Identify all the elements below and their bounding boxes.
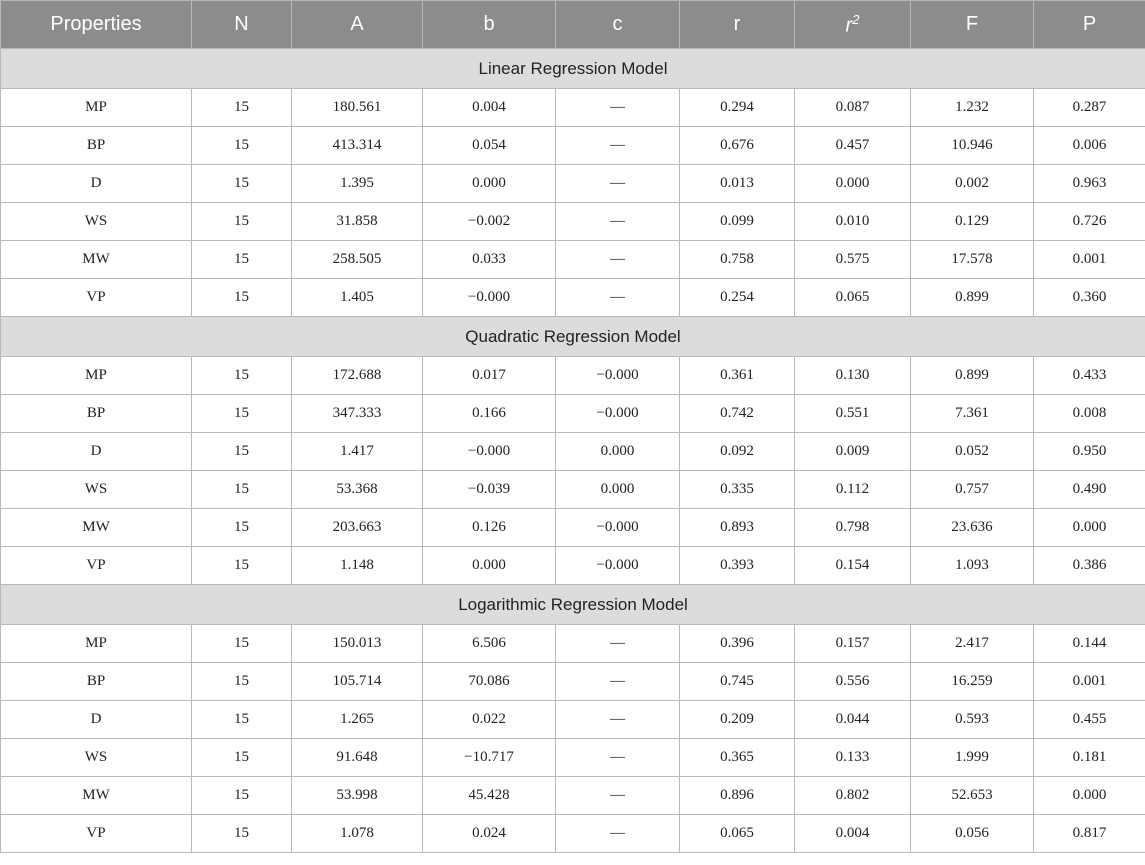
cell-r-squared: 0.551 [795, 395, 911, 433]
cell-a: 172.688 [292, 357, 423, 395]
col-header-a: A [292, 1, 423, 49]
cell-c: — [556, 701, 680, 739]
cell-a: 1.417 [292, 433, 423, 471]
cell-f: 10.946 [911, 127, 1034, 165]
section-header-row [1, 585, 1145, 625]
cell-property: BP [1, 127, 192, 165]
cell-r: 0.254 [680, 279, 795, 317]
section-title: Quadratic Regression Model [1, 317, 1145, 357]
table-row [1, 203, 1145, 241]
section-title: Logarithmic Regression Model [1, 585, 1145, 625]
table-row [1, 395, 1145, 433]
cell-n: 15 [192, 433, 292, 471]
cell-a: 1.395 [292, 165, 423, 203]
cell-a: 413.314 [292, 127, 423, 165]
cell-c: −0.000 [556, 509, 680, 547]
cell-r: 0.758 [680, 241, 795, 279]
cell-p: 0.001 [1034, 241, 1145, 279]
table-row [1, 357, 1145, 395]
cell-f: 52.653 [911, 777, 1034, 815]
cell-n: 15 [192, 395, 292, 433]
cell-p: 0.386 [1034, 547, 1145, 585]
cell-c: — [556, 241, 680, 279]
cell-f: 1.232 [911, 89, 1034, 127]
cell-p: 0.006 [1034, 127, 1145, 165]
cell-r: 0.742 [680, 395, 795, 433]
cell-c: — [556, 739, 680, 777]
table-row [1, 777, 1145, 815]
cell-property: MW [1, 241, 192, 279]
cell-b: 0.017 [423, 357, 556, 395]
cell-n: 15 [192, 203, 292, 241]
cell-n: 15 [192, 165, 292, 203]
cell-c: 0.000 [556, 433, 680, 471]
cell-p: 0.008 [1034, 395, 1145, 433]
col-header-n: N [192, 1, 292, 49]
table-row [1, 815, 1145, 853]
cell-p: 0.001 [1034, 663, 1145, 701]
cell-r: 0.335 [680, 471, 795, 509]
table-row [1, 89, 1145, 127]
col-header-r: r [680, 1, 795, 49]
cell-r: 0.676 [680, 127, 795, 165]
cell-b: −0.039 [423, 471, 556, 509]
cell-r-squared: 0.157 [795, 625, 911, 663]
cell-r: 0.294 [680, 89, 795, 127]
cell-f: 16.259 [911, 663, 1034, 701]
cell-c: — [556, 625, 680, 663]
col-header-f: F [911, 1, 1034, 49]
cell-b: 0.024 [423, 815, 556, 853]
cell-r: 0.893 [680, 509, 795, 547]
cell-r: 0.745 [680, 663, 795, 701]
cell-a: 53.998 [292, 777, 423, 815]
table-row [1, 471, 1145, 509]
cell-f: 0.899 [911, 357, 1034, 395]
cell-a: 1.405 [292, 279, 423, 317]
col-header-c: c [556, 1, 680, 49]
col-header-properties: Properties [1, 1, 192, 49]
cell-p: 0.950 [1034, 433, 1145, 471]
cell-c: −0.000 [556, 395, 680, 433]
cell-r-squared: 0.556 [795, 663, 911, 701]
cell-property: MP [1, 357, 192, 395]
cell-p: 0.490 [1034, 471, 1145, 509]
section-header-row [1, 49, 1145, 89]
r-squared-base: r [845, 14, 853, 37]
cell-a: 105.714 [292, 663, 423, 701]
section-title: Linear Regression Model [1, 49, 1145, 89]
cell-a: 180.561 [292, 89, 423, 127]
table-row [1, 663, 1145, 701]
cell-b: −0.000 [423, 433, 556, 471]
cell-n: 15 [192, 241, 292, 279]
table-row [1, 547, 1145, 585]
cell-a: 31.858 [292, 203, 423, 241]
cell-r-squared: 0.009 [795, 433, 911, 471]
cell-p: 0.817 [1034, 815, 1145, 853]
cell-f: 17.578 [911, 241, 1034, 279]
cell-b: 0.022 [423, 701, 556, 739]
cell-n: 15 [192, 509, 292, 547]
cell-r-squared: 0.154 [795, 547, 911, 585]
cell-f: 23.636 [911, 509, 1034, 547]
table-row [1, 509, 1145, 547]
cell-f: 7.361 [911, 395, 1034, 433]
cell-r-squared: 0.044 [795, 701, 911, 739]
cell-b: −10.717 [423, 739, 556, 777]
cell-n: 15 [192, 739, 292, 777]
cell-f: 0.002 [911, 165, 1034, 203]
cell-r: 0.065 [680, 815, 795, 853]
cell-p: 0.360 [1034, 279, 1145, 317]
cell-r-squared: 0.575 [795, 241, 911, 279]
cell-p: 0.455 [1034, 701, 1145, 739]
cell-r-squared: 0.087 [795, 89, 911, 127]
cell-a: 91.648 [292, 739, 423, 777]
cell-r: 0.393 [680, 547, 795, 585]
table-row [1, 165, 1145, 203]
cell-r: 0.896 [680, 777, 795, 815]
cell-c: — [556, 89, 680, 127]
cell-a: 1.265 [292, 701, 423, 739]
cell-r-squared: 0.000 [795, 165, 911, 203]
cell-property: D [1, 165, 192, 203]
cell-b: 0.000 [423, 165, 556, 203]
cell-property: BP [1, 395, 192, 433]
cell-r-squared: 0.133 [795, 739, 911, 777]
cell-c: — [556, 279, 680, 317]
cell-property: VP [1, 547, 192, 585]
cell-n: 15 [192, 815, 292, 853]
cell-r-squared: 0.130 [795, 357, 911, 395]
cell-r: 0.365 [680, 739, 795, 777]
cell-b: 0.004 [423, 89, 556, 127]
cell-n: 15 [192, 127, 292, 165]
cell-b: 0.000 [423, 547, 556, 585]
cell-f: 0.757 [911, 471, 1034, 509]
cell-r: 0.092 [680, 433, 795, 471]
cell-r-squared: 0.457 [795, 127, 911, 165]
cell-c: — [556, 165, 680, 203]
cell-r: 0.013 [680, 165, 795, 203]
table-row [1, 701, 1145, 739]
cell-a: 347.333 [292, 395, 423, 433]
cell-property: D [1, 433, 192, 471]
cell-c: — [556, 663, 680, 701]
cell-r-squared: 0.065 [795, 279, 911, 317]
cell-property: BP [1, 663, 192, 701]
cell-property: VP [1, 815, 192, 853]
section-header-row [1, 317, 1145, 357]
cell-c: −0.000 [556, 547, 680, 585]
cell-r-squared: 0.798 [795, 509, 911, 547]
cell-property: MW [1, 509, 192, 547]
table-row [1, 433, 1145, 471]
cell-c: −0.000 [556, 357, 680, 395]
cell-p: 0.287 [1034, 89, 1145, 127]
cell-c: — [556, 203, 680, 241]
cell-r: 0.099 [680, 203, 795, 241]
cell-r: 0.396 [680, 625, 795, 663]
r-squared-exponent: 2 [852, 11, 860, 27]
cell-property: WS [1, 471, 192, 509]
cell-r-squared: 0.010 [795, 203, 911, 241]
cell-b: 6.506 [423, 625, 556, 663]
cell-b: 0.166 [423, 395, 556, 433]
cell-property: WS [1, 203, 192, 241]
cell-n: 15 [192, 471, 292, 509]
cell-property: MW [1, 777, 192, 815]
cell-p: 0.726 [1034, 203, 1145, 241]
cell-n: 15 [192, 777, 292, 815]
cell-b: 70.086 [423, 663, 556, 701]
cell-f: 2.417 [911, 625, 1034, 663]
cell-a: 203.663 [292, 509, 423, 547]
cell-n: 15 [192, 357, 292, 395]
cell-c: — [556, 127, 680, 165]
cell-b: −0.002 [423, 203, 556, 241]
cell-n: 15 [192, 701, 292, 739]
cell-b: 0.033 [423, 241, 556, 279]
cell-a: 53.368 [292, 471, 423, 509]
cell-p: 0.181 [1034, 739, 1145, 777]
cell-p: 0.144 [1034, 625, 1145, 663]
cell-property: VP [1, 279, 192, 317]
cell-n: 15 [192, 89, 292, 127]
cell-p: 0.963 [1034, 165, 1145, 203]
cell-r-squared: 0.802 [795, 777, 911, 815]
cell-b: 0.126 [423, 509, 556, 547]
cell-c: — [556, 777, 680, 815]
col-header-b: b [423, 1, 556, 49]
cell-property: WS [1, 739, 192, 777]
cell-a: 150.013 [292, 625, 423, 663]
cell-r-squared: 0.112 [795, 471, 911, 509]
cell-n: 15 [192, 547, 292, 585]
cell-a: 1.148 [292, 547, 423, 585]
cell-r: 0.361 [680, 357, 795, 395]
table-row [1, 625, 1145, 663]
cell-f: 0.129 [911, 203, 1034, 241]
cell-p: 0.000 [1034, 777, 1145, 815]
cell-f: 1.999 [911, 739, 1034, 777]
cell-a: 258.505 [292, 241, 423, 279]
cell-p: 0.433 [1034, 357, 1145, 395]
cell-b: 45.428 [423, 777, 556, 815]
table-row [1, 241, 1145, 279]
table-row [1, 279, 1145, 317]
cell-p: 0.000 [1034, 509, 1145, 547]
cell-n: 15 [192, 663, 292, 701]
cell-c: — [556, 815, 680, 853]
cell-f: 0.052 [911, 433, 1034, 471]
cell-f: 0.899 [911, 279, 1034, 317]
cell-r-squared: 0.004 [795, 815, 911, 853]
cell-r: 0.209 [680, 701, 795, 739]
table-row [1, 127, 1145, 165]
cell-property: D [1, 701, 192, 739]
header-row [1, 1, 1145, 49]
col-header-p: P [1034, 1, 1145, 49]
cell-f: 0.593 [911, 701, 1034, 739]
table-row [1, 739, 1145, 777]
cell-n: 15 [192, 279, 292, 317]
cell-property: MP [1, 625, 192, 663]
cell-c: 0.000 [556, 471, 680, 509]
cell-f: 0.056 [911, 815, 1034, 853]
cell-property: MP [1, 89, 192, 127]
cell-b: 0.054 [423, 127, 556, 165]
cell-f: 1.093 [911, 547, 1034, 585]
col-header-r-squared [795, 1, 911, 49]
table-body [1, 49, 1145, 853]
cell-n: 15 [192, 625, 292, 663]
cell-b: −0.000 [423, 279, 556, 317]
cell-a: 1.078 [292, 815, 423, 853]
